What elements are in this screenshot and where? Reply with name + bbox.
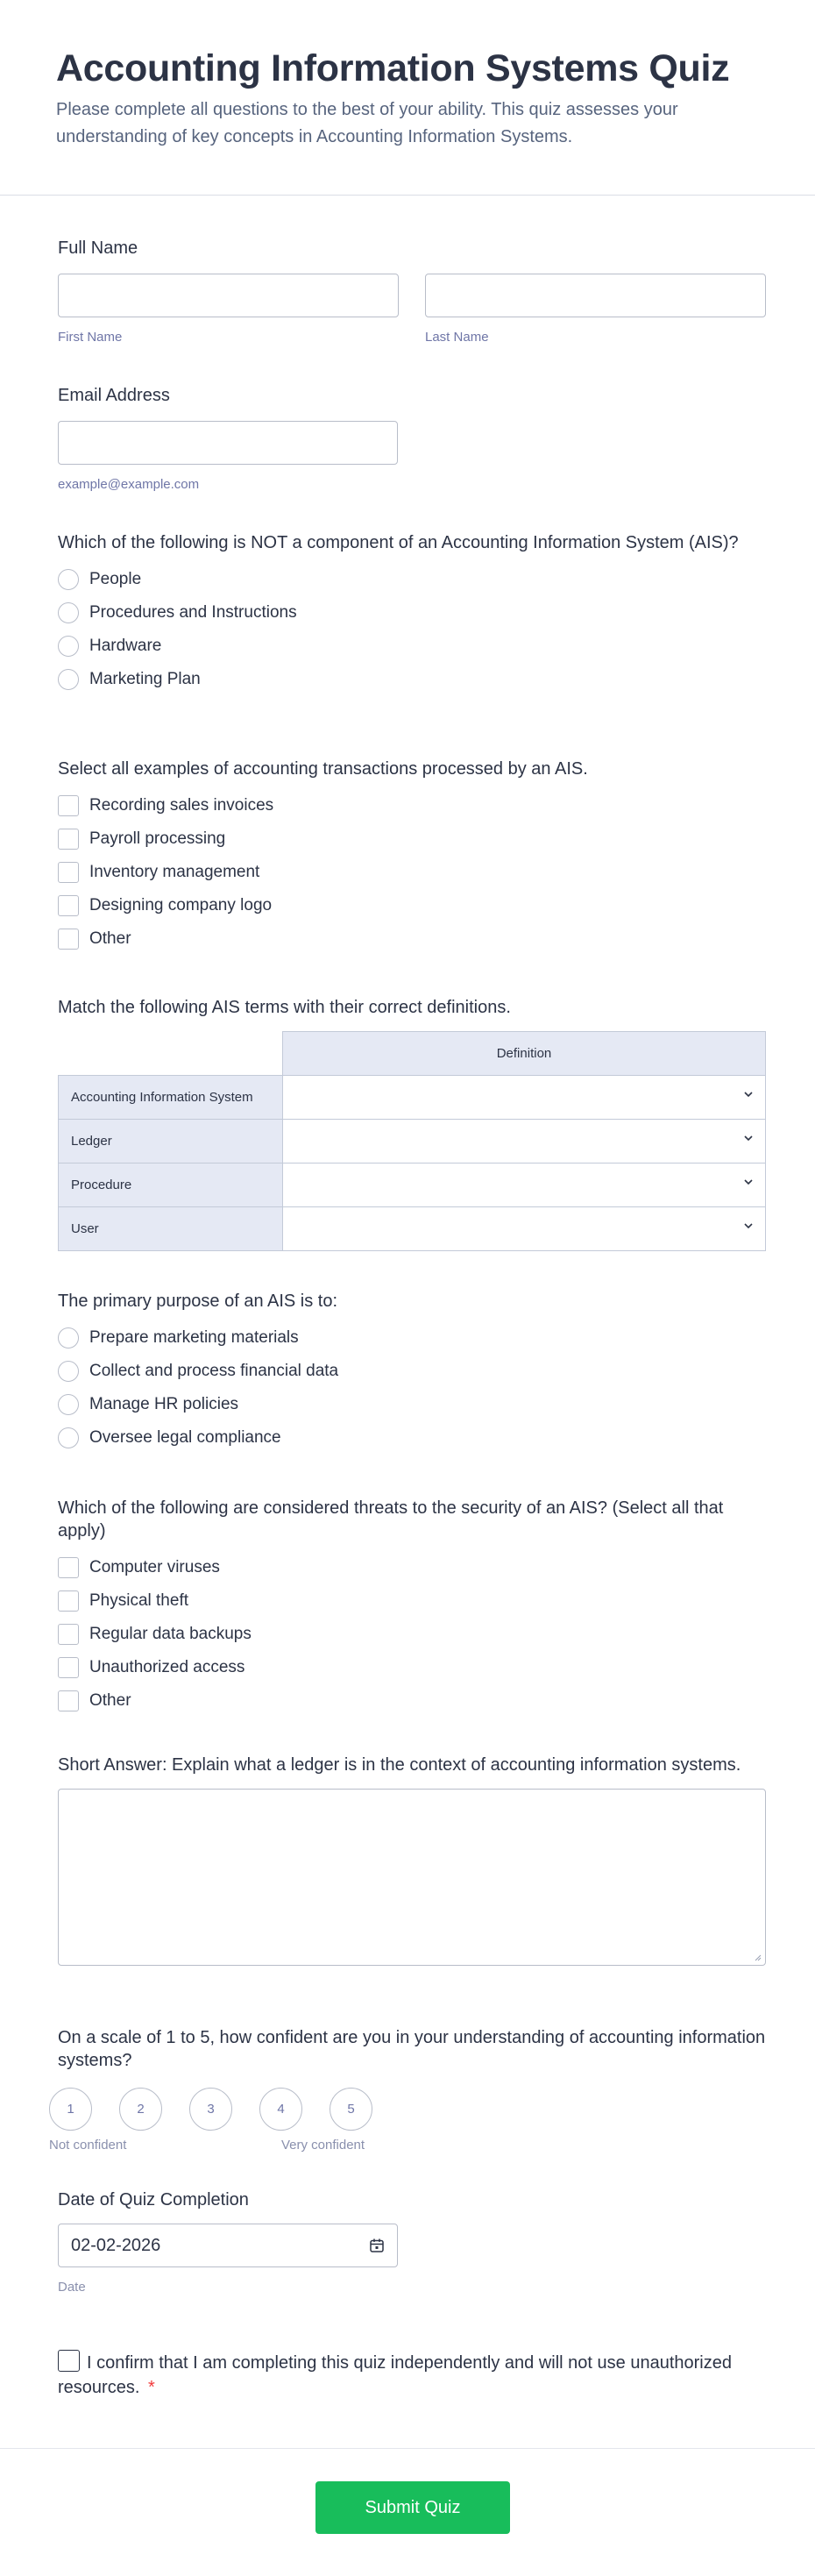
definition-dropdown[interactable] <box>283 1076 766 1120</box>
question-label: Select all examples of accounting transactions processed by an AIS. <box>58 759 588 779</box>
checkbox-option[interactable]: Designing company logo <box>58 889 766 922</box>
question-label: On a scale of 1 to 5, how confident are you in your understanding of accounting information systems? <box>58 2028 766 2070</box>
radio-circle[interactable] <box>58 1361 79 1382</box>
checkbox[interactable] <box>58 895 79 916</box>
question-ais-component <box>58 531 766 696</box>
radio-option[interactable]: Oversee legal compliance <box>58 1421 766 1455</box>
calendar-icon[interactable] <box>369 2238 385 2253</box>
checkbox[interactable] <box>58 1690 79 1711</box>
radio-circle[interactable] <box>58 1394 79 1415</box>
matrix-row-label: Accounting Information System <box>59 1076 283 1120</box>
short-answer-textarea[interactable] <box>58 1789 766 1966</box>
radio-circle[interactable] <box>58 636 79 657</box>
last-name-sublabel: Last Name <box>425 330 489 345</box>
checkbox[interactable] <box>58 862 79 883</box>
matrix-row-label: User <box>59 1207 283 1251</box>
scale-option[interactable]: 1 <box>49 2088 92 2131</box>
email-input[interactable] <box>58 421 398 465</box>
question-label: Match the following AIS terms with their correct definitions. <box>58 998 511 1017</box>
chevron-down-icon <box>744 1090 753 1099</box>
last-name-input[interactable] <box>425 274 766 317</box>
checkbox[interactable] <box>58 1657 79 1678</box>
first-name-input[interactable] <box>58 274 399 317</box>
checkbox[interactable] <box>58 1557 79 1578</box>
submit-button[interactable]: Submit Quiz <box>315 2481 510 2534</box>
email-field <box>58 384 766 492</box>
first-name-sublabel: First Name <box>58 330 123 345</box>
radio-circle[interactable] <box>58 1427 79 1448</box>
form-header <box>0 0 815 196</box>
email-sublabel: example@example.com <box>58 477 200 492</box>
question-match-terms <box>58 996 766 1251</box>
question-short-answer <box>58 1754 766 1966</box>
scale-min-label: Not confident <box>49 2138 127 2153</box>
date-field <box>58 2188 766 2295</box>
definition-dropdown[interactable] <box>283 1120 766 1163</box>
scale-option[interactable]: 5 <box>330 2088 372 2131</box>
checkbox-option[interactable]: Physical theft <box>58 1584 766 1618</box>
radio-circle[interactable] <box>58 569 79 590</box>
date-sublabel: Date <box>58 2280 86 2295</box>
radio-circle[interactable] <box>58 669 79 690</box>
radio-option[interactable]: Marketing Plan <box>58 663 766 696</box>
question-label: Which of the following is NOT a component of an Accounting Information System (AIS)? <box>58 533 739 552</box>
question-security-threats <box>58 1497 766 1718</box>
radio-option[interactable]: Prepare marketing materials <box>58 1321 766 1355</box>
chevron-down-icon <box>744 1221 753 1230</box>
definition-dropdown[interactable] <box>283 1207 766 1251</box>
radio-option[interactable]: Manage HR policies <box>58 1388 766 1421</box>
radio-circle[interactable] <box>58 1327 79 1348</box>
checkbox-option[interactable]: Other <box>58 922 766 956</box>
page-title: Accounting Information Systems Quiz <box>56 47 730 89</box>
confirm-checkbox[interactable] <box>58 2350 80 2372</box>
form-footer <box>0 2448 815 2576</box>
radio-option[interactable]: Collect and process financial data <box>58 1355 766 1388</box>
checkbox-option[interactable]: Recording sales invoices <box>58 789 766 822</box>
radio-circle[interactable] <box>58 602 79 623</box>
rating-scale <box>49 2088 766 2131</box>
scale-max-label: Very confident <box>281 2138 365 2153</box>
matrix-row-label: Procedure <box>59 1163 283 1207</box>
checkbox[interactable] <box>58 1624 79 1645</box>
checkbox-option[interactable]: Regular data backups <box>58 1618 766 1651</box>
radio-option[interactable]: People <box>58 563 766 596</box>
match-matrix <box>58 1031 766 1251</box>
radio-option[interactable]: Procedures and Instructions <box>58 596 766 630</box>
date-label: Date of Quiz Completion <box>58 2190 249 2210</box>
scale-option[interactable]: 2 <box>119 2088 162 2131</box>
question-primary-purpose <box>58 1290 766 1455</box>
checkbox[interactable] <box>58 1590 79 1612</box>
matrix-column-header: Definition <box>283 1032 766 1076</box>
resize-grip-icon[interactable] <box>753 1953 762 1961</box>
full-name-field <box>58 237 766 345</box>
checkbox[interactable] <box>58 795 79 816</box>
radio-option[interactable]: Hardware <box>58 630 766 663</box>
matrix-row-label: Ledger <box>59 1120 283 1163</box>
date-input[interactable] <box>58 2224 398 2267</box>
email-label: Email Address <box>58 386 170 405</box>
checkbox[interactable] <box>58 829 79 850</box>
checkbox[interactable] <box>58 929 79 950</box>
checkbox-option[interactable]: Computer viruses <box>58 1551 766 1584</box>
date-value: 02-02-2026 <box>71 2235 161 2255</box>
scale-option[interactable]: 4 <box>259 2088 302 2131</box>
confirm-text: I confirm that I am completing this quiz independently and will not use unauthorized resources. <box>58 2353 732 2397</box>
confirm-field <box>58 2350 750 2400</box>
chevron-down-icon <box>744 1134 753 1142</box>
question-transactions <box>58 758 766 956</box>
question-label: Short Answer: Explain what a ledger is in the context of accounting information systems. <box>58 1755 741 1775</box>
required-mark: * <box>147 2378 155 2397</box>
scale-labels <box>49 2138 766 2155</box>
question-confidence-scale <box>49 2026 766 2155</box>
matrix-corner <box>59 1032 283 1076</box>
question-label: Which of the following are considered threats to the security of an AIS? (Select all that apply) <box>58 1498 724 1541</box>
checkbox-option[interactable]: Other <box>58 1684 766 1718</box>
question-label: The primary purpose of an AIS is to: <box>58 1292 338 1311</box>
full-name-label: Full Name <box>58 238 138 258</box>
scale-option[interactable]: 3 <box>189 2088 232 2131</box>
checkbox-option[interactable]: Payroll processing <box>58 822 766 856</box>
page-description: Please complete all questions to the best of your ability. This quiz assesses your understanding of key concepts in Accounting Information Systems. <box>56 100 678 146</box>
definition-dropdown[interactable] <box>283 1163 766 1207</box>
checkbox-option[interactable]: Inventory management <box>58 856 766 889</box>
chevron-down-icon <box>744 1178 753 1186</box>
checkbox-option[interactable]: Unauthorized access <box>58 1651 766 1684</box>
